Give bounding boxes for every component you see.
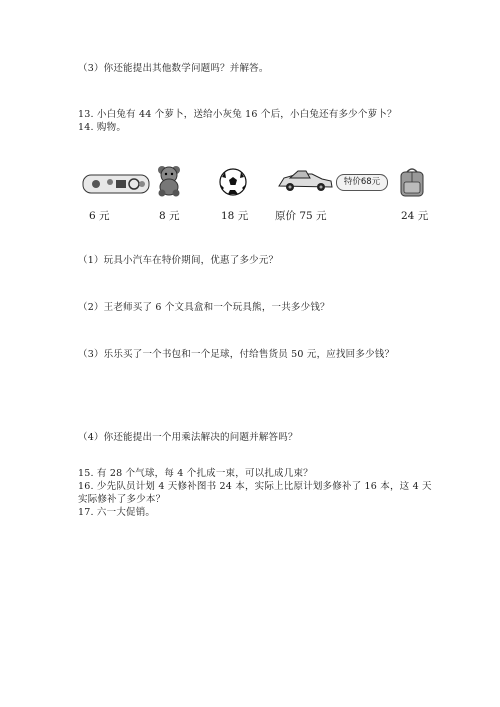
q14-subquestion-4: （4）你还能提出一个用乘法解决的问题并解答吗？ [78,432,298,443]
toy-car-icon [276,168,334,198]
price-toy-car: 原价 75 元 [275,210,327,222]
question-14-title: 14. 购物。 [78,122,127,133]
pencil-box-icon [82,172,152,200]
q12-subquestion-3: （3）你还能提出其他数学问题吗？并解答。 [78,63,269,74]
question-16-line-2: 实际修补了多少本？ [78,494,166,505]
special-price-tag: 特价68元 [336,174,388,191]
price-pencil-box: 6 元 [89,210,110,222]
question-15: 15. 有 28 个气球，每 4 个扎成一束，可以扎成几束？ [78,468,313,479]
question-13: 13. 小白兔有 44 个萝卜，送给小灰兔 16 个后，小白兔还有多少个萝卜？ [78,109,397,120]
price-schoolbag: 24 元 [401,210,429,222]
q14-subquestion-1: （1）玩具小汽车在特价期间，优惠了多少元？ [78,255,279,266]
price-soccer-ball: 18 元 [221,210,249,222]
teddy-bear-icon [156,165,182,201]
q14-subquestion-3: （3）乐乐买了一个书包和一个足球，付给售货员 50 元，应找回多少钱？ [78,349,395,360]
price-teddy-bear: 8 元 [159,210,180,222]
question-17: 17. 六一大促销。 [78,507,156,518]
q14-subquestion-2: （2）王老师买了 6 个文具盒和一个玩具熊，一共多少钱？ [78,302,330,313]
question-16-line-1: 16. 少先队员计划 4 天修补图书 24 本，实际上比原计划多修补了 16 本，这 4 天 [78,481,432,492]
soccer-ball-icon [219,168,247,200]
schoolbag-icon [399,166,425,202]
